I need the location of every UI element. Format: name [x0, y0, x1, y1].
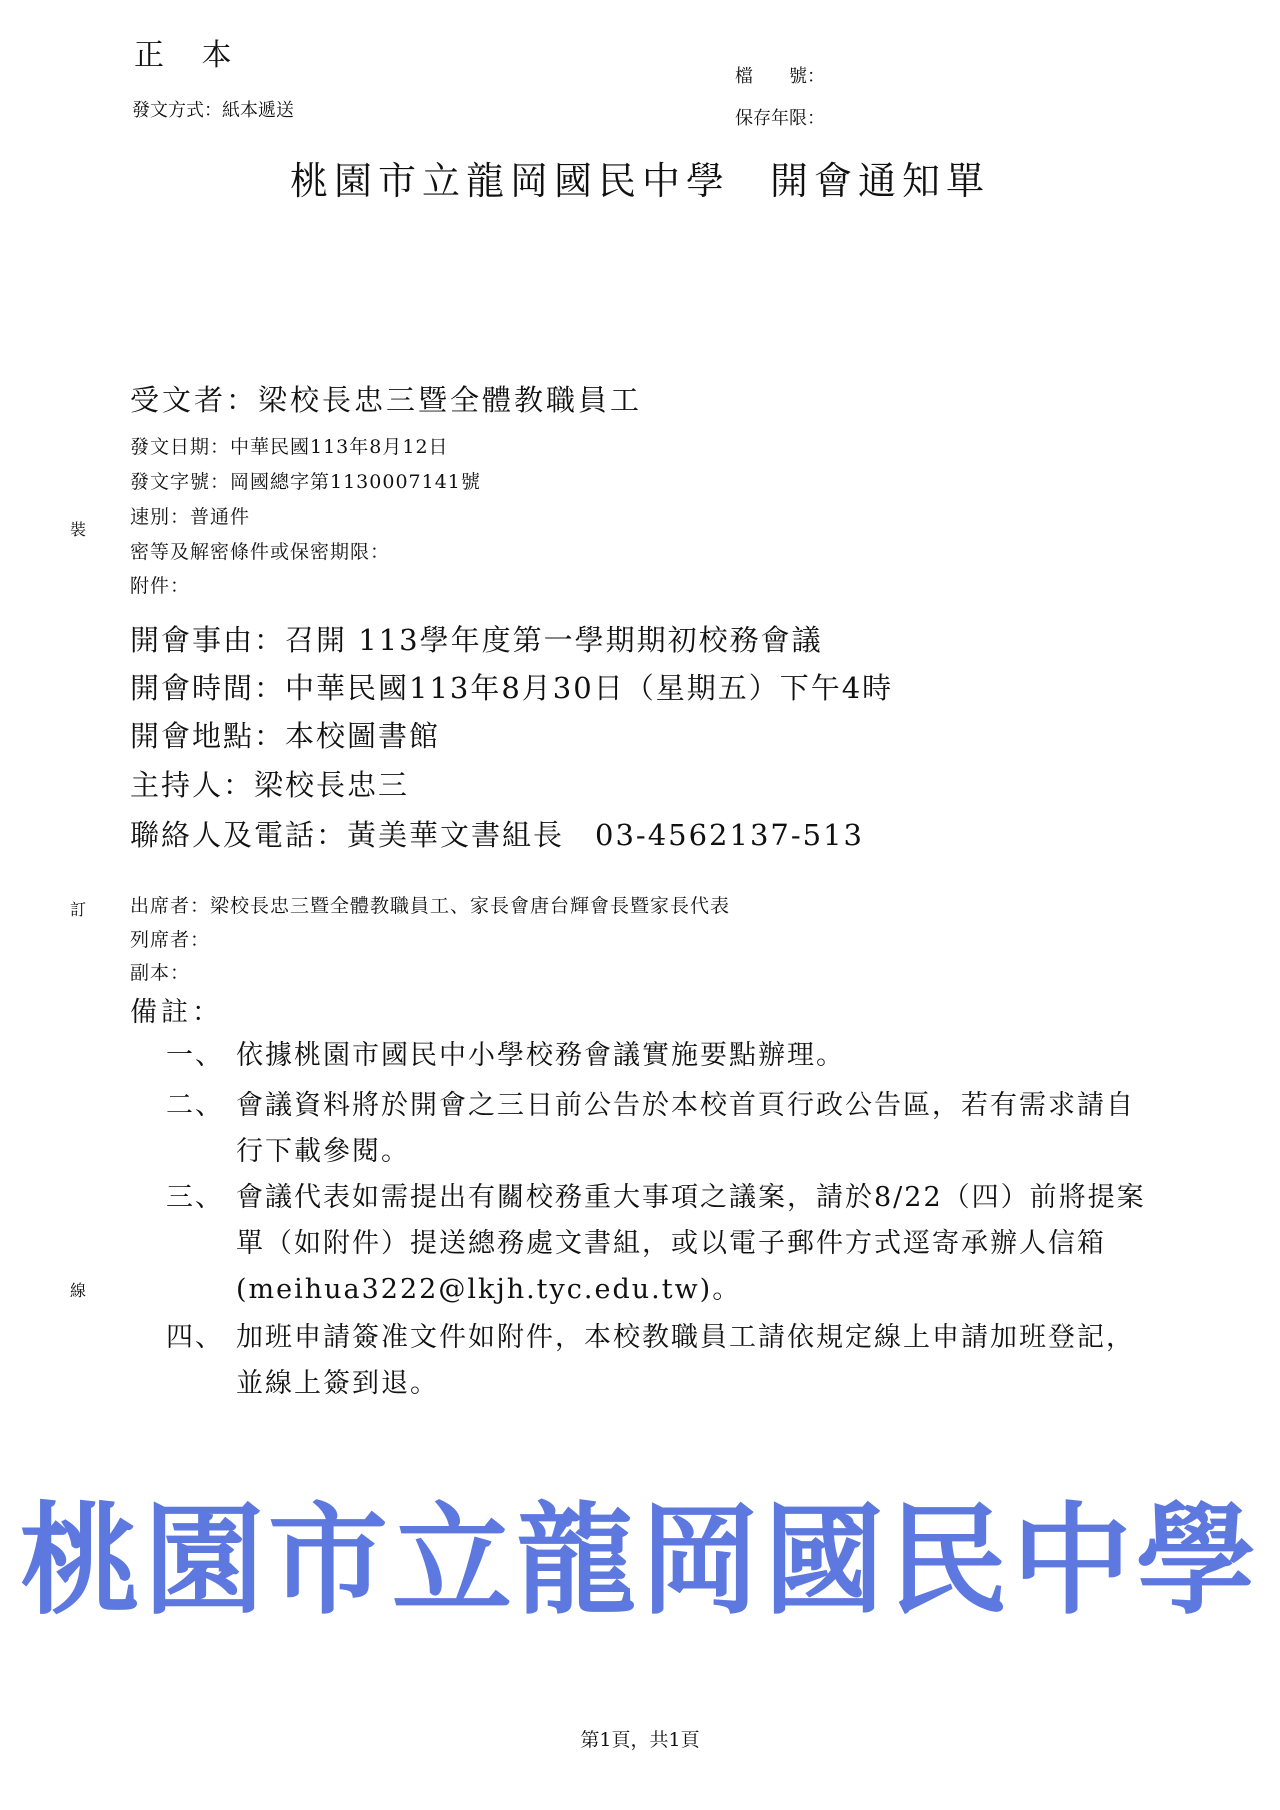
meeting-time: 開會時間：中華民國113年8月30日（星期五）下午4時	[130, 671, 894, 705]
remark-number: 一、	[166, 1040, 224, 1071]
send-method: 發文方式：紙本遞送	[132, 100, 294, 121]
attendees: 出席者：梁校長忠三暨全體教職員工、家長會唐台輝會長暨家長代表	[130, 895, 731, 917]
binding-mark: 線	[70, 1281, 87, 1300]
remark-item	[166, 1033, 1148, 1079]
remark-text: 加班申請簽准文件如附件，本校教職員工請依規定線上申請加班登記，並線上簽到退。	[236, 1322, 1135, 1399]
observers: 列席者：	[130, 929, 211, 951]
remark-item	[166, 1315, 1148, 1407]
retention-period-label: 保存年限：	[735, 108, 825, 129]
binding-mark: 訂	[70, 900, 87, 919]
binding-mark: 裝	[70, 520, 87, 539]
recipient: 受文者：梁校長忠三暨全體教職員工	[130, 383, 643, 417]
meeting-contact: 聯絡人及電話：黃美華文書組長 03-4562137-513	[130, 818, 865, 852]
document-number: 發文字號：岡國總字第1130007141號	[130, 471, 481, 493]
meeting-location: 開會地點：本校圖書館	[130, 719, 441, 753]
copies-to: 副本：	[130, 962, 191, 984]
copy-mark: 正 本	[134, 38, 246, 73]
classification: 密等及解密條件或保密期限：	[130, 541, 391, 563]
urgency: 速別：普通件	[130, 506, 251, 528]
remark-item	[166, 1175, 1148, 1313]
remark-number: 三、	[166, 1182, 224, 1213]
meeting-chair: 主持人：梁校長忠三	[130, 768, 410, 802]
remark-number: 二、	[166, 1090, 224, 1121]
remark-text: 依據桃園市國民中小學校務會議實施要點辦理。	[236, 1040, 845, 1071]
remark-item	[166, 1083, 1148, 1175]
remarks-heading: 備註：	[130, 997, 223, 1028]
issue-date: 發文日期：中華民國113年8月12日	[130, 436, 449, 458]
file-number-label: 檔 號：	[735, 66, 825, 87]
document-title	[0, 150, 1280, 205]
title-organization: 桃園市立龍岡國民中學	[289, 159, 730, 203]
remark-number: 四、	[166, 1322, 224, 1353]
remark-text: 會議代表如需提出有關校務重大事項之議案，請於8/22（四）前將提案單（如附件）提送總務處文書組，或以電子郵件方式逕寄承辦人信箱(meihua3222@lkjh.tyc.edu.tw)。	[236, 1182, 1146, 1305]
remark-text: 會議資料將於開會之三日前公告於本校首頁行政公告區，若有需求請自行下載參閱。	[236, 1090, 1135, 1167]
attachments: 附件：	[130, 575, 191, 597]
school-seal-stamp: 桃園市立龍岡國民中學	[20, 1492, 1260, 1631]
page-number: 第1頁，共1頁	[580, 1729, 700, 1751]
meeting-purpose: 開會事由：召開 113學年度第一學期期初校務會議	[130, 623, 823, 657]
title-doc-type: 開會通知單	[770, 159, 991, 203]
